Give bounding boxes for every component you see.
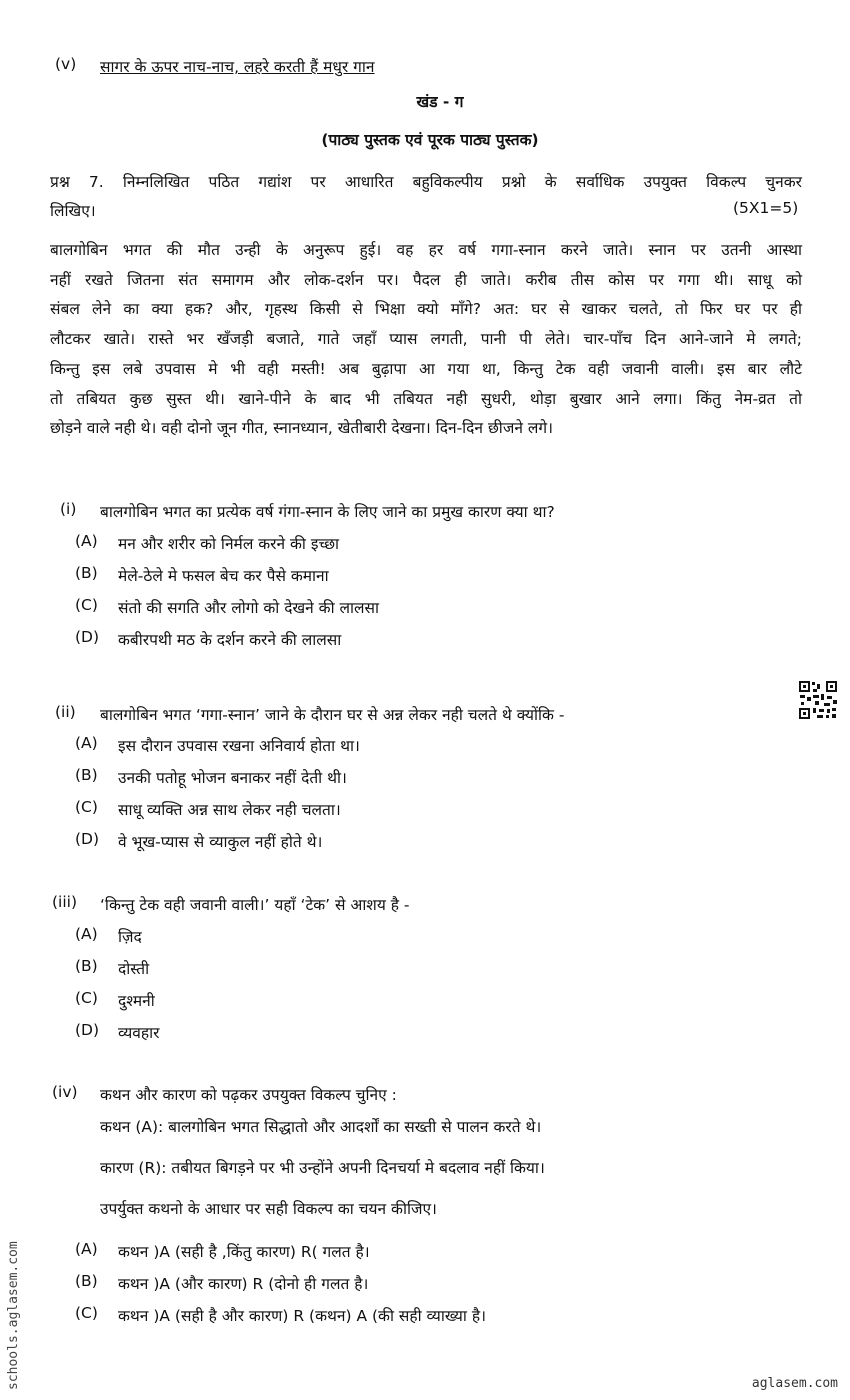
question-7-line1: प्रश्न 7. निम्नलिखित पठित गद्यांश पर आधारित बहुविकल्पीय प्रश्नो के सर्वाधिक उपयुक्त विकल्प चुनकर: [50, 173, 802, 191]
option-text: साधू व्यक्ति अन्न साथ लेकर नही चलता।: [118, 801, 341, 819]
passage-line: नहीं रखते जितना संत समागम और लोक-दर्शन पर। पैदल ही जाते। करीब तीस कोस पर गगा थी। साधू को: [50, 270, 802, 289]
option-text: व्यवहार: [118, 1024, 160, 1042]
option-label: (A): [75, 532, 98, 550]
option-text: संतो की सगति और लोगो को देखने की लालसा: [118, 599, 380, 617]
option-label: (C): [75, 1304, 98, 1322]
option-text: मन और शरीर को निर्मल करने की इच्छा: [118, 535, 340, 553]
assertion-text: कथन (A): बालगोबिन भगत सिद्धातो और आदर्शों का सख्ती से पालन करते थे।: [100, 1118, 542, 1136]
option-label: (C): [75, 798, 98, 816]
option-text: वे भूख-प्यास से व्याकुल नहीं होते थे।: [118, 833, 323, 851]
question-ii-number: (ii): [55, 703, 76, 721]
question-iii-text: ‘किन्तु टेक वही जवानी वाली।’ यहाँ ‘टेक’ से आशय है -: [100, 896, 410, 914]
passage-line: लौटकर खाते। रास्ते भर खँजड़ी बजाते, गाते जहाँ प्यास लगती, पानी पी लेते। चार-पाँच दिन आने-जाने मे लगते;: [50, 330, 802, 349]
qr-code-icon: [798, 680, 838, 720]
passage-line: छोड़ने वाले नही थे। वही दोनो जून गीत, स्नानध्यान, खेतीबारी देखना। दिन-दिन छीजने लगे।: [50, 419, 553, 438]
option-label: (A): [75, 734, 98, 752]
question-i-text: बालगोबिन भगत का प्रत्येक वर्ष गंगा-स्नान के लिए जाने का प्रमुख कारण क्या था?: [100, 503, 555, 521]
question-7-marks: (5X1=5): [733, 199, 799, 217]
option-label: (D): [75, 1021, 100, 1039]
option-label: (C): [75, 989, 98, 1007]
section-subtitle: (पाठ्य पुस्तक एवं पूरक पाठ्य पुस्तक): [321, 131, 539, 149]
question-iv-text: कथन और कारण को पढ़कर उपयुक्त विकल्प चुनिए :: [100, 1086, 397, 1104]
option-text: कथन )A (और कारण) R (दोनो ही गलत है।: [118, 1275, 369, 1293]
question-7-line2: लिखिए।: [50, 202, 96, 220]
passage-line: संबल लेने का क्या हक? और, गृहस्थ किसी से भिक्षा क्यो माँगे? अत: घर से खाकर चलते, तो फिर घर पर ही: [50, 300, 802, 319]
passage: [50, 236, 802, 444]
passage-line: बालगोबिन भगत की मौत उन्ही के अनुरूप हुई। वह हर वर्ष गगा-स्नान करने जाते। स्नान पर उतनी आस्था: [50, 241, 802, 259]
footer-watermark: aglasem.com: [751, 1376, 838, 1391]
option-label: (B): [75, 1272, 98, 1290]
option-label: (D): [75, 628, 100, 646]
option-text: मेले-ठेले मे फसल बेच कर पैसे कमाना: [118, 567, 329, 585]
option-label: (A): [75, 1240, 98, 1258]
option-text: कथन )A (सही है और कारण) R (कथन) A (की सही व्याख्या है।: [118, 1307, 486, 1325]
reason-text: कारण (R): तबीयत बिगड़ने पर भी उन्होंने अपनी दिनचर्या मे बदलाव नहीं किया।: [100, 1159, 545, 1177]
option-text: कबीरपथी मठ के दर्शन करने की लालसा: [118, 631, 342, 649]
option-label: (B): [75, 957, 98, 975]
question-iv-number: (iv): [52, 1083, 78, 1101]
option-text: दुश्मनी: [118, 992, 155, 1010]
option-label: (B): [75, 766, 98, 784]
option-label: (B): [75, 564, 98, 582]
option-text: कथन )A (सही है ,किंतु कारण) R( गलत है।: [118, 1243, 370, 1261]
option-text: उनकी पतोहू भोजन बनाकर नहीं देती थी।: [118, 769, 347, 787]
item-v-number: (v): [55, 55, 77, 73]
question-iii-number: (iii): [52, 893, 78, 911]
question-i-number: (i): [60, 500, 77, 518]
question-ii-text: बालगोबिन भगत ‘गगा-स्नान’ जाने के दौरान घर से अन्न लेकर नही चलते थे क्योंकि -: [100, 706, 565, 724]
option-text: ज़िद: [118, 928, 142, 946]
option-label: (D): [75, 830, 100, 848]
item-v-text: सागर के ऊपर नाच-नाच, लहरे करती हैं मधुर गान: [100, 58, 375, 76]
option-label: (A): [75, 925, 98, 943]
side-watermark: schools.aglasem.com: [6, 1241, 21, 1390]
passage-line: किन्तु इस लबे उपवास मे भी वही मस्ती! अब बुढ़ापा आ गया था, किन्तु टेक वही जवानी वाली। इस बार लौटे: [50, 359, 802, 378]
option-text: दोस्ती: [118, 960, 150, 978]
option-label: (C): [75, 596, 98, 614]
section-title: खंड - ग: [416, 93, 464, 111]
passage-line: तो तबियत कुछ सुस्त थी। खाने-पीने के बाद भी तबियत नही सुधरी, थोड़ा बुखार आने लगा। किंतु नेम-व्रत तो: [50, 389, 802, 408]
option-text: इस दौरान उपवास रखना अनिवार्य होता था।: [118, 737, 360, 755]
instruction-text: उपर्युक्त कथनो के आधार पर सही विकल्प का चयन कीजिए।: [100, 1200, 437, 1218]
